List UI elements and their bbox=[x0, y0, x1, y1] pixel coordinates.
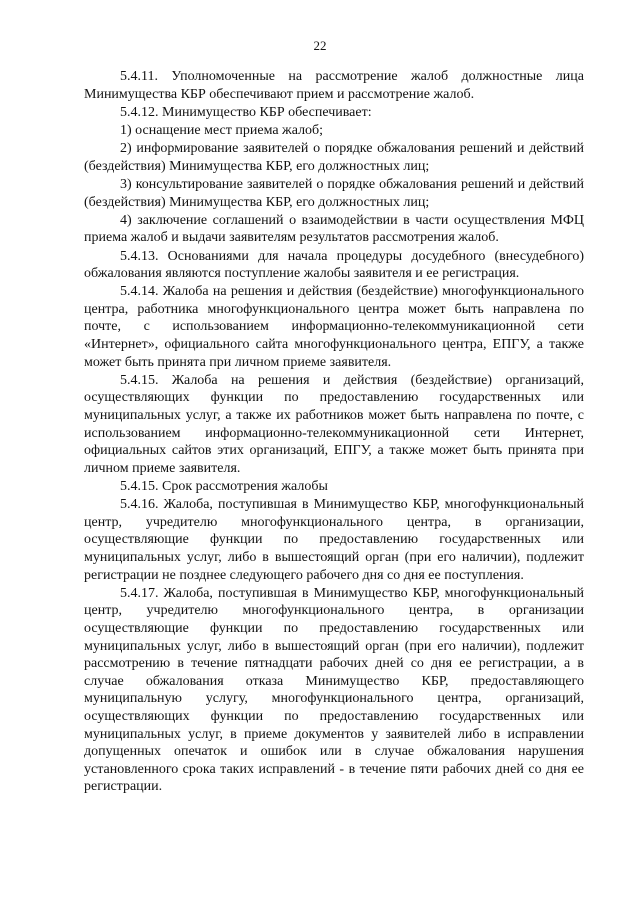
page-number: 22 bbox=[313, 38, 327, 53]
paragraph-5-4-14: 5.4.14. Жалоба на решения и действия (бездействие) многофункционального центра, работника многофункционального центра может быть направлена по почте, с использованием информационно-телекоммуникационной сети «Интернет», официального сайта многофункционального центра, ЕПГУ, а также может быть принята при личном приеме заявителя. bbox=[84, 284, 584, 370]
list-item-4: 4) заключение соглашений о взаимодействии в части осуществления МФЦ приема жалоб и выдачи заявителям результатов рассмотрения жалоб. bbox=[84, 212, 584, 246]
paragraph-5-4-16: 5.4.16. Жалоба, поступившая в Минимущество КБР, многофункциональный центр, учредителю многофункционального центра, в организации, осуществляющие функции по предоставлению государственных или муниципальных услуг, либо в вышестоящий орган (при его наличии), подлежит регистрации не позднее следующего рабочего дня со дня ее поступления. bbox=[84, 497, 584, 583]
list-item-1: 1) оснащение мест приема жалоб; bbox=[120, 122, 324, 138]
list-item-3: 3) консультирование заявителей о порядке обжалования решений и действий (бездействия) Минимущества КБР, его должностных лиц; bbox=[84, 176, 584, 210]
paragraph-5-4-11: 5.4.11. Уполномоченные на рассмотрение жалоб должностные лица Минимущества КБР обеспечивают прием и рассмотрение жалоб. bbox=[84, 69, 584, 102]
paragraph-5-4-13: 5.4.13. Основаниями для начала процедуры досудебного (внесудебного) обжалования являются поступление жалобы заявителя и ее регистрация. bbox=[84, 248, 584, 282]
document-body bbox=[84, 68, 584, 796]
paragraph-5-4-15: 5.4.15. Жалоба на решения и действия (бездействие) организаций, осуществляющих функции по предоставлению государственных или муниципальных услуг, а также их работников может быть направлена по почте, с использованием информационно-телекоммуникационной сети Интернет, официальных сайтов этих организаций, ЕПГУ, а также может быть принята при личном приеме заявителя. bbox=[84, 372, 584, 476]
section-heading-review-period: 5.4.15. Срок рассмотрения жалобы bbox=[120, 479, 328, 494]
list-item-2: 2) информирование заявителей о порядке обжалования решений и действий (бездействия) Минимущества КБР, его должностных лиц; bbox=[84, 141, 584, 174]
paragraph-5-4-12: 5.4.12. Минимущество КБР обеспечивает: bbox=[120, 104, 372, 120]
paragraph-5-4-17: 5.4.17. Жалоба, поступившая в Минимущество КБР, многофункциональный центр, учредителю многофункционального центра, в организации осуществляющие функции по предоставлению государственных или муниципальных услуг, либо в вышестоящий орган (при его наличии), подлежит рассмотрению в течение пятнадцати рабочих дней со дня ее регистрации, а в случае обжалования отказа Минимущество КБР, предоставляющего муниципальную услугу, многофункционального центра, организаций, осуществляющих функции по предоставлению государственных или муниципальных услуг, в приеме документов у заявителей либо в исправлении допущенных опечаток и ошибок или в случае обжалования нарушения установленного срока таких исправлений - в течение пяти рабочих дней со дня ее регистрации. bbox=[84, 585, 584, 795]
